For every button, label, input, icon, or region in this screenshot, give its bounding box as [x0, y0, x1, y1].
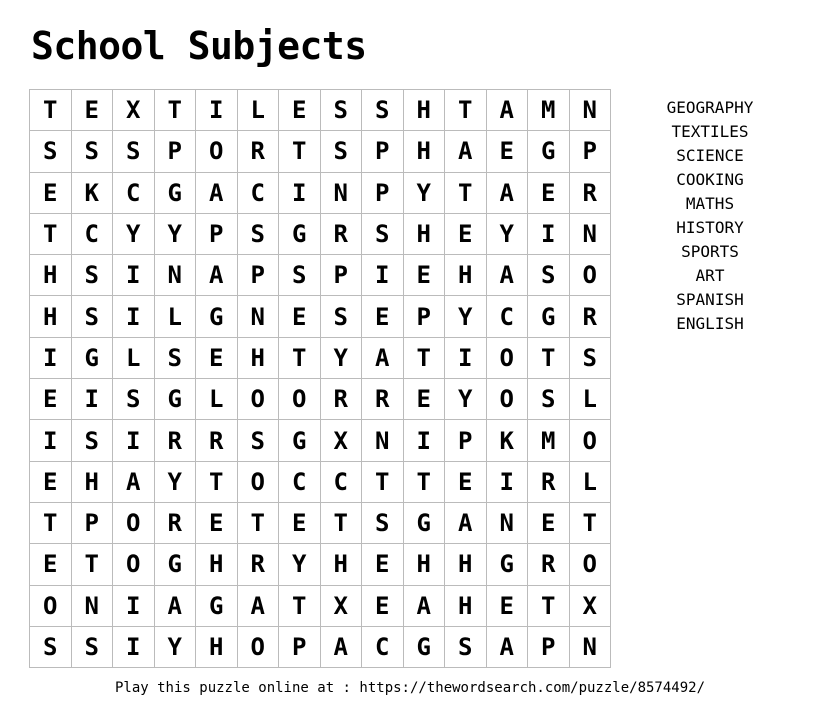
- grid-cell: A: [113, 462, 155, 503]
- grid-cell: A: [445, 503, 487, 544]
- word-list-item: SPANISH: [676, 290, 744, 309]
- grid-cell: T: [404, 462, 446, 503]
- grid-cell: P: [570, 131, 612, 172]
- grid-cell: I: [196, 90, 238, 131]
- grid-cell: N: [155, 255, 197, 296]
- grid-cell: O: [238, 627, 280, 668]
- grid-cell: S: [362, 214, 404, 255]
- grid-cell: S: [279, 255, 321, 296]
- grid-cell: T: [445, 173, 487, 214]
- grid-cell: S: [72, 420, 114, 461]
- grid-cell: O: [30, 586, 72, 627]
- grid-cell: L: [196, 379, 238, 420]
- grid-cell: C: [487, 296, 529, 337]
- grid-cell: Y: [487, 214, 529, 255]
- grid-cell: E: [30, 544, 72, 585]
- page-title: School Subjects: [31, 24, 367, 68]
- grid-cell: R: [362, 379, 404, 420]
- grid-cell: S: [113, 131, 155, 172]
- grid-cell: H: [196, 544, 238, 585]
- grid-cell: T: [30, 90, 72, 131]
- grid-cell: T: [279, 338, 321, 379]
- word-list-item: MATHS: [685, 194, 735, 213]
- grid-cell: Y: [445, 379, 487, 420]
- grid-cell: O: [570, 255, 612, 296]
- grid-cell: E: [362, 544, 404, 585]
- grid-cell: C: [321, 462, 363, 503]
- grid-cell: A: [404, 586, 446, 627]
- word-list-item: ENGLISH: [676, 314, 744, 333]
- grid-cell: N: [570, 90, 612, 131]
- grid-cell: L: [570, 462, 612, 503]
- grid-cell: O: [113, 503, 155, 544]
- grid-cell: C: [113, 173, 155, 214]
- grid-cell: G: [155, 173, 197, 214]
- grid-cell: E: [445, 214, 487, 255]
- grid-cell: G: [155, 544, 197, 585]
- grid-cell: A: [487, 90, 529, 131]
- grid-cell: R: [321, 214, 363, 255]
- grid-cell: S: [72, 296, 114, 337]
- grid-cell: O: [487, 379, 529, 420]
- grid-cell: I: [113, 420, 155, 461]
- grid-cell: C: [362, 627, 404, 668]
- grid-cell: E: [279, 90, 321, 131]
- grid-cell: P: [528, 627, 570, 668]
- grid-cell: I: [445, 338, 487, 379]
- grid-cell: I: [362, 255, 404, 296]
- word-list-item: HISTORY: [676, 218, 744, 237]
- grid-cell: A: [196, 255, 238, 296]
- grid-cell: T: [404, 338, 446, 379]
- grid-cell: E: [487, 131, 529, 172]
- word-list-item: GEOGRAPHY: [666, 98, 754, 117]
- grid-cell: Y: [445, 296, 487, 337]
- grid-cell: G: [196, 586, 238, 627]
- grid-cell: P: [445, 420, 487, 461]
- word-list-item: ART: [695, 266, 725, 285]
- grid-cell: S: [570, 338, 612, 379]
- grid-cell: R: [238, 544, 280, 585]
- grid-cell: M: [528, 420, 570, 461]
- grid-cell: E: [30, 173, 72, 214]
- grid-cell: O: [570, 544, 612, 585]
- grid-cell: R: [155, 503, 197, 544]
- grid-cell: T: [279, 131, 321, 172]
- grid-cell: L: [570, 379, 612, 420]
- grid-cell: T: [445, 90, 487, 131]
- grid-cell: P: [238, 255, 280, 296]
- grid-cell: O: [279, 379, 321, 420]
- grid-cell: E: [404, 379, 446, 420]
- grid-cell: Y: [155, 462, 197, 503]
- grid-cell: S: [72, 627, 114, 668]
- grid-cell: S: [238, 420, 280, 461]
- grid-cell: E: [196, 338, 238, 379]
- grid-cell: L: [113, 338, 155, 379]
- grid-cell: R: [238, 131, 280, 172]
- grid-cell: H: [404, 544, 446, 585]
- grid-cell: Y: [113, 214, 155, 255]
- grid-cell: N: [487, 503, 529, 544]
- grid-cell: E: [487, 586, 529, 627]
- grid-cell: O: [238, 462, 280, 503]
- grid-cell: A: [196, 173, 238, 214]
- grid-cell: E: [72, 90, 114, 131]
- grid-cell: S: [113, 379, 155, 420]
- grid-cell: O: [196, 131, 238, 172]
- grid-cell: H: [404, 90, 446, 131]
- grid-cell: H: [445, 544, 487, 585]
- grid-cell: P: [362, 131, 404, 172]
- grid-cell: I: [30, 338, 72, 379]
- grid-cell: I: [72, 379, 114, 420]
- grid-cell: H: [30, 255, 72, 296]
- word-list-item: SPORTS: [681, 242, 739, 261]
- grid-cell: C: [238, 173, 280, 214]
- word-search-grid: [29, 89, 611, 668]
- grid-cell: E: [445, 462, 487, 503]
- grid-cell: H: [404, 214, 446, 255]
- grid-cell: P: [404, 296, 446, 337]
- grid-cell: T: [279, 586, 321, 627]
- grid-cell: O: [238, 379, 280, 420]
- grid-cell: R: [570, 173, 612, 214]
- grid-cell: T: [321, 503, 363, 544]
- word-list-item: TEXTILES: [671, 122, 749, 141]
- footer-link-text: Play this puzzle online at : https://thewordsearch.com/puzzle/8574492/: [114, 680, 705, 696]
- grid-cell: S: [30, 627, 72, 668]
- grid-cell: I: [30, 420, 72, 461]
- grid-cell: L: [155, 296, 197, 337]
- grid-cell: K: [72, 173, 114, 214]
- grid-cell: S: [528, 379, 570, 420]
- grid-cell: S: [72, 255, 114, 296]
- grid-cell: R: [570, 296, 612, 337]
- grid-cell: H: [238, 338, 280, 379]
- grid-cell: I: [113, 296, 155, 337]
- grid-cell: Y: [155, 214, 197, 255]
- grid-cell: E: [279, 503, 321, 544]
- grid-cell: I: [113, 255, 155, 296]
- grid-cell: X: [321, 420, 363, 461]
- grid-cell: I: [113, 627, 155, 668]
- grid-cell: S: [321, 296, 363, 337]
- grid-cell: G: [72, 338, 114, 379]
- grid-cell: L: [238, 90, 280, 131]
- grid-cell: S: [321, 90, 363, 131]
- grid-cell: K: [487, 420, 529, 461]
- grid-cell: X: [321, 586, 363, 627]
- grid-cell: H: [445, 255, 487, 296]
- grid-cell: M: [528, 90, 570, 131]
- grid-cell: O: [487, 338, 529, 379]
- grid-cell: G: [528, 296, 570, 337]
- grid-cell: P: [155, 131, 197, 172]
- grid-cell: S: [362, 503, 404, 544]
- grid-cell: G: [279, 214, 321, 255]
- word-list: [640, 96, 780, 336]
- grid-cell: S: [321, 131, 363, 172]
- grid-cell: S: [238, 214, 280, 255]
- grid-cell: P: [321, 255, 363, 296]
- grid-cell: Y: [321, 338, 363, 379]
- grid-cell: S: [528, 255, 570, 296]
- grid-cell: H: [404, 131, 446, 172]
- grid-cell: P: [196, 214, 238, 255]
- grid-cell: G: [528, 131, 570, 172]
- grid-cell: G: [279, 420, 321, 461]
- grid-cell: Y: [404, 173, 446, 214]
- grid-cell: N: [362, 420, 404, 461]
- grid-cell: N: [238, 296, 280, 337]
- grid-cell: T: [528, 338, 570, 379]
- grid-cell: A: [321, 627, 363, 668]
- grid-cell: R: [528, 462, 570, 503]
- word-list-item: SCIENCE: [676, 146, 744, 165]
- grid-cell: H: [30, 296, 72, 337]
- grid-cell: T: [155, 90, 197, 131]
- grid-cell: T: [528, 586, 570, 627]
- grid-cell: I: [487, 462, 529, 503]
- grid-cell: E: [30, 462, 72, 503]
- grid-cell: O: [570, 420, 612, 461]
- grid-cell: G: [404, 503, 446, 544]
- grid-cell: E: [528, 173, 570, 214]
- grid-cell: T: [30, 214, 72, 255]
- grid-cell: C: [279, 462, 321, 503]
- grid-cell: G: [196, 296, 238, 337]
- grid-cell: H: [196, 627, 238, 668]
- grid-cell: I: [528, 214, 570, 255]
- grid-cell: A: [445, 131, 487, 172]
- grid-cell: S: [445, 627, 487, 668]
- grid-cell: R: [528, 544, 570, 585]
- grid-cell: E: [362, 296, 404, 337]
- grid-cell: G: [155, 379, 197, 420]
- grid-cell: R: [196, 420, 238, 461]
- grid-cell: A: [155, 586, 197, 627]
- grid-cell: H: [72, 462, 114, 503]
- word-list-item: COOKING: [676, 170, 744, 189]
- grid-cell: X: [113, 90, 155, 131]
- grid-cell: G: [404, 627, 446, 668]
- grid-cell: R: [321, 379, 363, 420]
- grid-cell: S: [155, 338, 197, 379]
- grid-cell: E: [362, 586, 404, 627]
- grid-cell: P: [72, 503, 114, 544]
- grid-cell: S: [362, 90, 404, 131]
- grid-cell: N: [570, 627, 612, 668]
- grid-cell: E: [279, 296, 321, 337]
- grid-cell: H: [321, 544, 363, 585]
- grid-cell: E: [196, 503, 238, 544]
- grid-cell: E: [30, 379, 72, 420]
- grid-cell: T: [238, 503, 280, 544]
- grid-cell: H: [445, 586, 487, 627]
- grid-cell: Y: [155, 627, 197, 668]
- grid-cell: C: [72, 214, 114, 255]
- grid-cell: A: [487, 173, 529, 214]
- grid-cell: T: [72, 544, 114, 585]
- grid-cell: N: [72, 586, 114, 627]
- grid-cell: A: [487, 255, 529, 296]
- grid-cell: P: [279, 627, 321, 668]
- grid-cell: E: [528, 503, 570, 544]
- grid-cell: A: [487, 627, 529, 668]
- grid-cell: X: [570, 586, 612, 627]
- grid-cell: T: [362, 462, 404, 503]
- grid-cell: P: [362, 173, 404, 214]
- grid-cell: G: [487, 544, 529, 585]
- grid-cell: S: [72, 131, 114, 172]
- grid-cell: I: [113, 586, 155, 627]
- grid-cell: O: [113, 544, 155, 585]
- grid-cell: A: [238, 586, 280, 627]
- grid-cell: I: [279, 173, 321, 214]
- grid-cell: A: [362, 338, 404, 379]
- grid-cell: T: [30, 503, 72, 544]
- grid-cell: N: [570, 214, 612, 255]
- grid-cell: E: [404, 255, 446, 296]
- grid-cell: N: [321, 173, 363, 214]
- grid-cell: I: [404, 420, 446, 461]
- grid-cell: Y: [279, 544, 321, 585]
- grid-cell: R: [155, 420, 197, 461]
- grid-cell: T: [196, 462, 238, 503]
- grid-cell: S: [30, 131, 72, 172]
- grid-cell: T: [570, 503, 612, 544]
